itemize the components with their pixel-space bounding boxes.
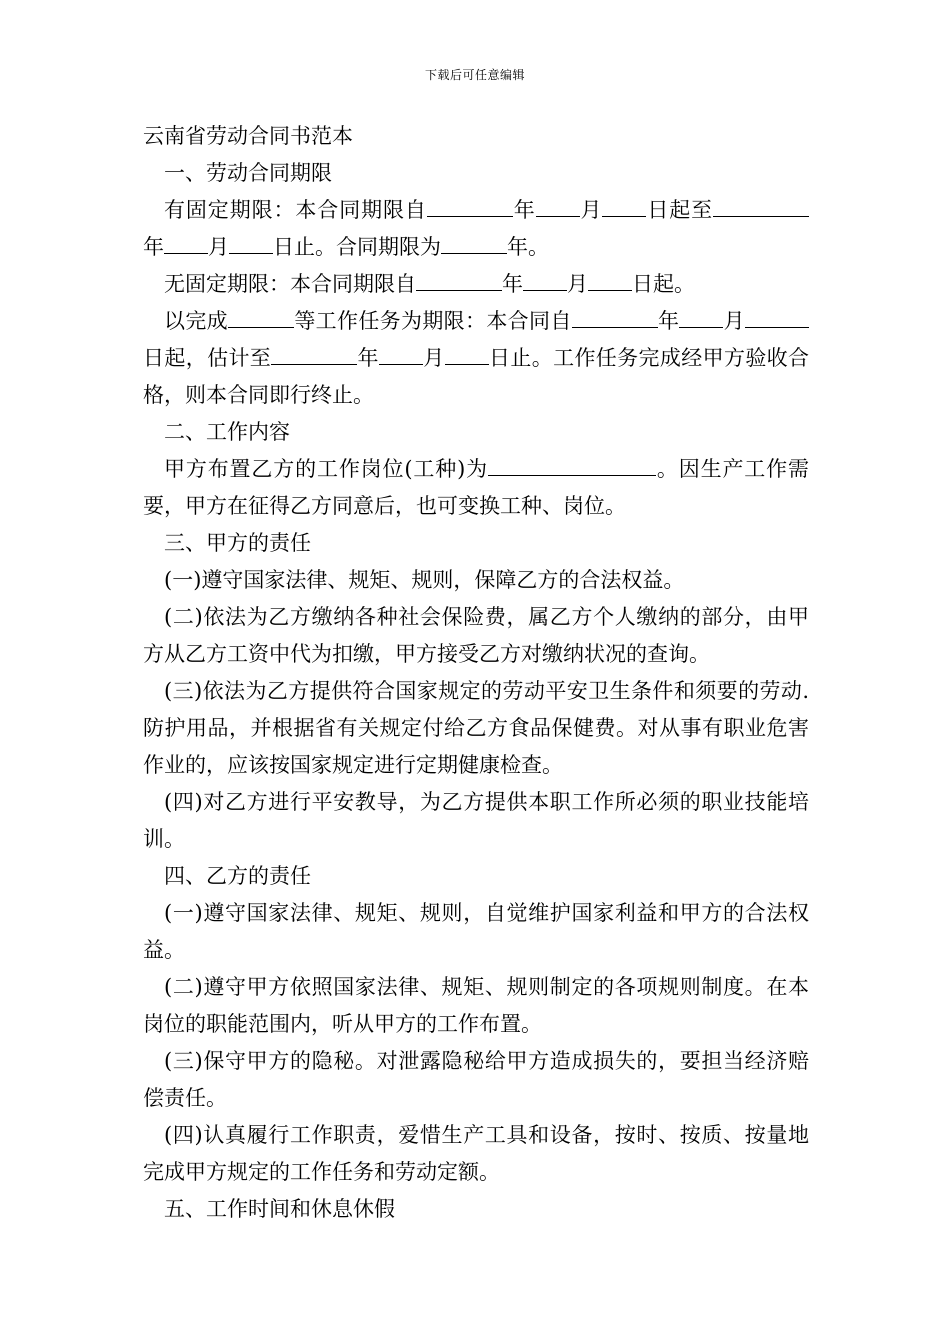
- blank-task-name: [228, 303, 294, 328]
- header-note: 下载后可任意编辑: [424, 68, 525, 82]
- blank-task-start-day-cont: [789, 303, 809, 328]
- employer-duty-item: (二)依法为乙方缴纳各种社会保险费，属乙方个人缴纳的部分，由甲方从乙方工资中代为扣缴，甲方接受乙方对缴纳状况的查询。: [143, 605, 809, 666]
- blank-start-day: [602, 192, 646, 217]
- blank-open-year: [416, 266, 502, 291]
- employer-duty-item: (一)遵守国家法律、规矩、规则，保障乙方的合法权益。: [164, 568, 685, 592]
- task-term-paragraph: 以完成 等工作任务为期限：本合同自 年 月日起，估计至 年 月 日止。工作任务完成经甲方验收合格，则本合同即行终止。: [143, 303, 809, 414]
- blank-end-year-cont: [789, 192, 809, 217]
- blank-task-start-year: [572, 303, 658, 328]
- blank-open-day: [588, 266, 632, 291]
- blank-end-year: [713, 192, 789, 217]
- blank-task-end-day: [445, 340, 489, 365]
- blank-task-start-day: [745, 303, 789, 328]
- document-title: 云南省劳动合同书范本: [143, 124, 353, 148]
- blank-task-start-month: [679, 303, 723, 328]
- document-body: [143, 118, 809, 1228]
- blank-end-day: [229, 229, 273, 254]
- employer-duty-item: (四)对乙方进行平安教导，为乙方提供本职工作所必须的职业技能培训。: [143, 790, 809, 851]
- section-heading-working-hours: 五、工作时间和休息休假: [164, 1197, 395, 1221]
- blank-end-month: [164, 229, 208, 254]
- blank-open-month: [523, 266, 567, 291]
- open-term-paragraph: 无固定期限：本合同期限自 年 月 日起。: [143, 266, 809, 303]
- section-heading-term: 一、劳动合同期限: [164, 161, 332, 185]
- employee-duty-item: (三)保守甲方的隐秘。对泄露隐秘给甲方造成损失的，要担当经济赔偿责任。: [143, 1049, 809, 1110]
- blank-job-position: [488, 451, 656, 476]
- employer-duty-item: (三)依法为乙方提供符合国家规定的劳动平安卫生条件和须要的劳动.防护用品，并根据省有关规定付给乙方食品保健费。对从事有职业危害作业的，应该按国家规定进行定期健康检查。: [143, 679, 809, 777]
- employee-duty-item: (一)遵守国家法律、规矩、规则，自觉维护国家利益和甲方的合法权益。: [143, 901, 809, 962]
- blank-task-end-year: [271, 340, 357, 365]
- section-heading-employer-duties: 三、甲方的责任: [164, 531, 311, 555]
- blank-start-month: [536, 192, 580, 217]
- fixed-term-paragraph: 有固定期限：本合同期限自 年 月 日起至年 月 日止。合同期限为 年。: [143, 192, 809, 266]
- blank-start-year: [427, 192, 513, 217]
- section-heading-work-content: 二、工作内容: [164, 420, 290, 444]
- employee-duty-item: (二)遵守甲方依照国家法律、规矩、规则制定的各项规则制度。在本岗位的职能范围内，听从甲方的工作布置。: [143, 975, 809, 1036]
- section-heading-employee-duties: 四、乙方的责任: [164, 864, 311, 888]
- employee-duty-item: (四)认真履行工作职责，爱惜生产工具和设备，按时、按质、按量地完成甲方规定的工作任务和劳动定额。: [143, 1123, 809, 1184]
- blank-task-end-month: [379, 340, 423, 365]
- work-content-paragraph: 甲方布置乙方的工作岗位(工种)为 。因生产工作需要，甲方在征得乙方同意后，也可变换工种、岗位。: [143, 451, 809, 525]
- blank-duration-years: [441, 229, 507, 254]
